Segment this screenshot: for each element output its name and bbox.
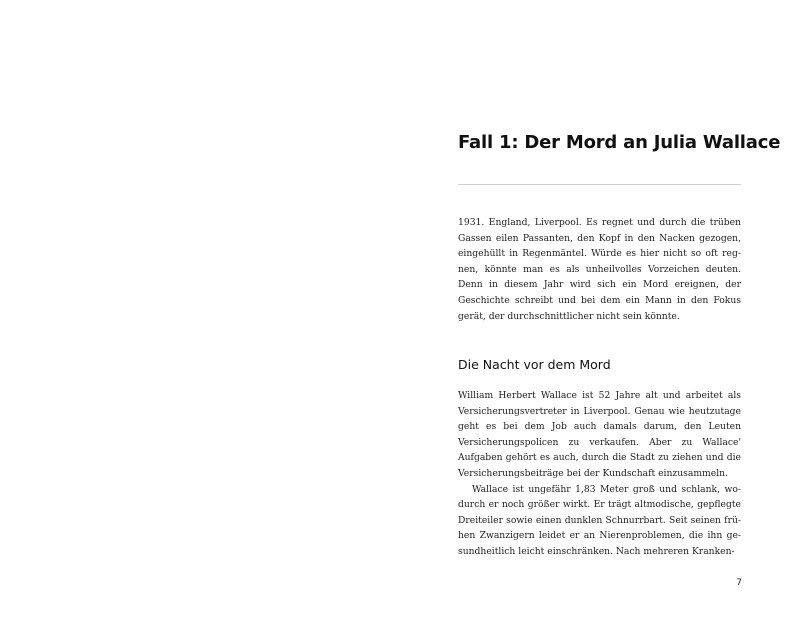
page-number: 7 [736, 578, 742, 588]
title-divider [458, 184, 741, 185]
section-heading: Die Nacht vor dem Mord [458, 357, 611, 372]
right-page [400, 0, 800, 622]
body-paragraph-1: William Herbert Wallace ist 52 Jahre alt und arbeitet als Versicherungsvertreter in Liverpool. Genau wie heutzutage geht es bei dem Job auch damals darum, den Leuten Versicherungspolicen zu verkaufen. Aber zu Wallace' Aufgaben gehört es auch, durch die Stadt zu ziehen und die Versicherungsbeiträge bei der Kundschaft einzusammeln. [458, 390, 741, 479]
chapter-title: Fall 1: Der Mord an Julia Wallace [458, 132, 781, 153]
body-paragraph-2: Wallace ist ungefähr 1,83 Meter groß und schlank, wodurch er noch größer wirkt. Er trägt altmodische, gepflegte Dreiteiler sowie einen dunklen Schnurrbart. Seit seinen frühen Zwanzigern leidet er an Nierenproblemen, die ihn gesundheitlich leicht einschränken. Nach mehreren Kranken- [458, 483, 741, 557]
body-text [458, 388, 741, 560]
intro-paragraph: 1931. England, Liverpool. Es regnet und durch die trüben Gassen eilen Passanten, den Kopf in den Nacken gezogen, eingehüllt in Regenmäntel. Würde es hier nicht so oft regnen, könnte man es als unheilvolles Vorzeichen deuten. Denn in diesem Jahr wird sich ein Mord ereignen, der Geschichte schreibt und bei dem ein Mann in den Fokus gerät, der durchschnittlicher nicht sein könnte. [458, 217, 741, 322]
